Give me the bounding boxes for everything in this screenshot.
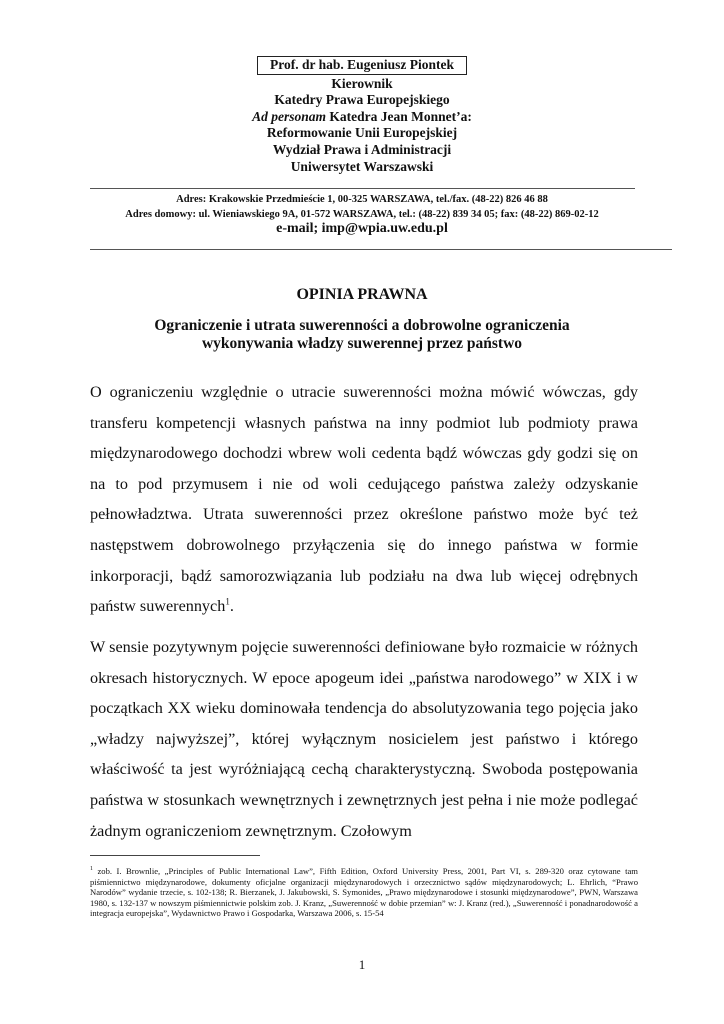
chair-topic: Reformowanie Unii Europejskiej: [266, 125, 458, 141]
home-address: Adres domowy: ul. Wieniawskiego 9A, 01-572 WARSZAWA, tel.: (48-22) 839 34 05; fax: (48-22) 869-02-12: [125, 208, 599, 220]
footnote: [90, 866, 638, 919]
paragraph-1-text: O ograniczeniu względnie o utracie suwerenności można mówić wówczas, gdy transferu kompetencji własnych państwa na inny podmiot lub podmioty prawa międzynarodowego dochodzi wbrew woli cedenta bądź wówczas gdy godzi się on na to pod przymusem i nie od woli cedującego państwa zależy odzyskanie pełnowładztwa. Utrata suwerenności przez określone państwo może być też następstwem dobrowolnego przyłączenia się do innego państwa w formie inkorporacji, bądź samorozwiązania lub podziału na dwa lub więcej odrębnych państw suwerennych: [90, 383, 638, 616]
letterhead: [0, 56, 724, 175]
address-block: [0, 193, 724, 222]
page-number: 1: [358, 957, 366, 972]
paragraph-1-end: .: [229, 597, 234, 616]
email-line: [0, 221, 724, 237]
jean-monnet-chair-label: Katedra Jean Monnet’a:: [326, 108, 472, 124]
header-divider: [90, 188, 635, 189]
email-address: imp@wpia.uw.edu.pl: [318, 221, 448, 236]
footnote-reference: 1: [225, 596, 230, 607]
work-address: Adres: Krakowskie Przedmieście 1, 00-325 WARSZAWA, tel./fax. (48-22) 826 46 88: [176, 194, 548, 205]
faculty-name: Wydział Prawa i Administracji: [272, 141, 452, 157]
footnote-text: zob. I. Brownlie, „Principles of Public International Law”, Fifth Edition, Oxford University Press, 2001, Part VI, s. 289-320 oraz cytowane tam piśmiennictwo międzynarodowe, dokumenty oficjalne organizacji międzynarodowych i orzecznictwo sądów międzynarodowych; L. Ehrlich, “Prawo Narodów” wydanie trzecie, s. 102-138; R. Bierzanek, J. Jakubowski, S. Symonides, „Prawo międzynarodowe i stosunki międzynarodowe”, PWN, Warszawa 1980, s. 132-137 w nowszym piśmiennictwie polskim zob. J. Kranz, „Suwerenność w dobie przemian” w: J. Kranz (red.), „Suwerenność i ponadnarodowość a integracja europejska”, Wydawnictwo Prawo i Gospodarka, Warszawa 2006, s. 15-54: [90, 866, 638, 919]
chair-name: Katedry Prawa Europejskiego: [274, 92, 450, 108]
subtitle-line-2: wykonywania władzy suwerennej przez państwo: [201, 335, 523, 352]
ad-personam-label: Ad personam: [252, 108, 327, 124]
address-divider: [90, 249, 672, 250]
jean-monnet-chair: [0, 109, 724, 126]
paragraph-1: [90, 377, 638, 622]
document-subtitle: [0, 317, 724, 353]
email-label: e-mail;: [276, 221, 319, 236]
subtitle-line-1: Ograniczenie i utrata suwerenności a dobrowolne ograniczenia: [154, 317, 570, 334]
university-name: Uniwersytet Warszawski: [290, 158, 434, 174]
paragraph-2: W sensie pozytywnym pojęcie suwerenności definiowane było rozmaicie w różnych okresach historycznych. W epoce apogeum idei „państwa narodowego” w XIX i w początkach XX wieku dominowała tendencja do absolutyzowania tego pojęcia jako „władzy najwyższej”, której wyłącznym nosicielem jest państwo i którego właściwość ta jest wyróżniającą cechą charakterystyczną. Swoboda postępowania państwa w stosunkach wewnętrznych i zewnętrznych jest pełna i nie może podlegać żadnym ograniczeniom zewnętrznym. Czołowym: [90, 638, 638, 840]
author-name: Prof. dr hab. Eugeniusz Piontek: [257, 56, 467, 75]
document-title: OPINIA PRAWNA: [296, 286, 428, 303]
author-position: Kierownik: [331, 75, 393, 91]
footnote-divider: [90, 855, 260, 856]
footnote-number: 1: [90, 866, 93, 873]
